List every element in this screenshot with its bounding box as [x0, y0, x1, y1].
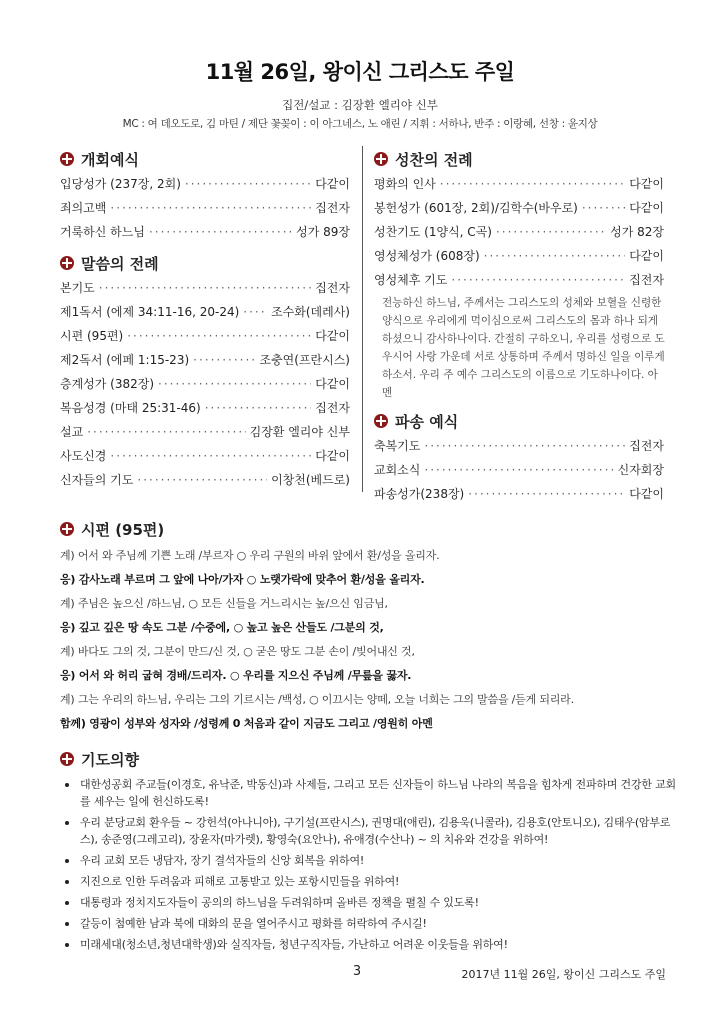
psalm-line: 함께) 영광이 성부와 성자와 /성령께 0 처음과 같이 지금도 그리고 /영원히 아멘 [60, 717, 433, 730]
order-row [60, 196, 350, 220]
psalm-line: 응) 감사노래 부르며 그 앞에 나아/가자 ○ 노랫가락에 맞추어 환/성을 올리자. [60, 573, 425, 586]
order-row [60, 444, 350, 468]
order-label: 복음성경 (마태 25:31-46) [60, 401, 201, 415]
footer [0, 964, 720, 984]
intention-item: 대한성공회 주교들(이경호, 유낙준, 박동신)과 사제들, 그리고 모든 신자들이 하느님 나라의 복음을 힘차게 전파하며 건강한 교회를 세우는 일에 헌신하도록! [60, 776, 680, 810]
footer-text: 2017년 11월 26일, 왕이신 그리스도 주일 [461, 968, 666, 981]
section-title: 파송 예식 [395, 412, 459, 431]
order-value: 성가 82장 [610, 225, 664, 239]
order-row [374, 244, 664, 268]
dot-leader [582, 196, 625, 220]
staff-line: MC : 여 데오도로, 김 마틴 / 제단 꽃꽂이 : 이 아그네스, 노 애린 / 지휘 : 서하나, 반주 : 이랑혜, 선창 : 윤지상 [122, 118, 598, 130]
order-value: 집전자 [315, 401, 350, 415]
order-label: 성찬기도 (1양식, C곡) [374, 225, 492, 239]
order-value: 다같이 [315, 329, 350, 343]
order-value: 다같이 [629, 487, 664, 501]
left-column [60, 146, 350, 492]
intention-item: 우리 교회 모든 냉담자, 장기 결석자들의 신앙 회복을 위하여! [60, 852, 680, 869]
order-value: 집전자 [629, 439, 664, 453]
order-label: 층계성가 (382장) [60, 377, 155, 391]
section-title: 개회예식 [81, 150, 139, 169]
psalm-line: 응) 어서 와 허리 굽혀 경배/드리자. ○ 우리를 지으신 주님께 /무릎을 꿇자. [60, 669, 412, 682]
section-eucharist [374, 146, 664, 402]
cross-circle-icon [374, 414, 388, 428]
section-title: 말씀의 전례 [81, 254, 159, 273]
order-row [60, 468, 350, 492]
order-row [60, 372, 350, 396]
order-label: 시편 (95편) [60, 329, 124, 343]
intention-item: 갈등이 첨예한 남과 북에 대화의 문을 열어주시고 평화를 허락하여 주시길! [60, 915, 680, 932]
dot-leader [149, 220, 292, 244]
psalm-line: 계) 주님은 높으신 /하느님, ○ 모든 신들을 거느리시는 높/으신 임금님, [60, 597, 388, 610]
order-value: 조충연(프란시스) [259, 353, 350, 367]
order-row [60, 300, 350, 324]
intention-item: 미래세대(청소년,청년대학생)와 실직자들, 청년구직자들, 가난하고 어려운 이웃들을 위하여! [60, 936, 680, 953]
order-value: 이창천(베드로) [271, 473, 350, 487]
order-label: 본기도 [60, 281, 95, 295]
order-label: 영성체성가 (608장) [374, 249, 480, 263]
order-row [60, 396, 350, 420]
order-row [60, 324, 350, 348]
cross-circle-icon [60, 522, 74, 536]
order-label: 입당성가 (237장, 2회) [60, 177, 181, 191]
right-column [374, 146, 664, 506]
order-row [374, 268, 664, 292]
order-value: 집전자 [629, 273, 664, 287]
dot-leader [424, 434, 625, 458]
dot-leader [484, 244, 626, 268]
order-row [374, 172, 664, 196]
cross-circle-icon [60, 752, 74, 766]
order-label: 죄의고백 [60, 201, 107, 215]
order-label: 제1독서 (에제 34:11-16, 20-24) [60, 305, 240, 319]
order-row [374, 434, 664, 458]
order-value: 다같이 [629, 201, 664, 215]
order-label: 제2독서 (에페 1:15-23) [60, 353, 190, 367]
intention-item: 우리 분당교회 환우들 ~ 강헌석(아나니아), 구기설(프란시스), 권명대(애린), 김용욱(니콜라), 김용호(안토니오), 김태우(암부로스), 송준영(그레고리), 장윤자(마가렛), 황영숙(요안나), 유애경(수산나) ~ 의 치유와 건강을 위하여! [60, 814, 680, 848]
dot-leader [87, 420, 245, 444]
psalm-line: 계) 어서 와 주님께 기쁜 노래 /부르자 ○ 우리 구원의 바위 앞에서 환/성을 올리자. [60, 549, 440, 562]
section-opening [60, 146, 350, 244]
dot-leader [243, 300, 267, 324]
order-label: 봉헌성가 (601장, 2회)/김학수(바우로) [374, 201, 578, 215]
section-dismissal [374, 408, 664, 506]
order-value: 다같이 [315, 177, 350, 191]
order-value: 성가 89장 [296, 225, 350, 239]
dot-leader [99, 276, 311, 300]
intention-item: 지진으로 인한 두려움과 피해로 고통받고 있는 포항시민들을 위하여! [60, 873, 680, 890]
cross-circle-icon [374, 152, 388, 166]
dot-leader [496, 220, 606, 244]
psalm-line: 계) 그는 우리의 하느님, 우리는 그의 기르시는 /백성, ○ 이끄시는 양떼, 오늘 너희는 그의 말씀을 /듣게 되리라. [60, 693, 574, 706]
psalm-line: 응) 깊고 깊은 땅 속도 그분 /수중에, ○ 높고 높은 산들도 /그분의 것, [60, 621, 384, 634]
intention-item: 대통령과 정치지도자들이 공의의 하느님을 두려워하며 올바른 정책을 펼칠 수 있도록! [60, 894, 680, 911]
order-row [60, 276, 350, 300]
section-title: 성찬의 전례 [395, 150, 473, 169]
dot-leader [193, 348, 255, 372]
psalm-line: 계) 바다도 그의 것, 그분이 만드/신 것, ○ 굳은 땅도 그분 손이 /빚어내신 것, [60, 645, 415, 658]
order-row [60, 172, 350, 196]
intentions-list [60, 776, 680, 953]
order-value: 집전자 [315, 281, 350, 295]
order-row [60, 348, 350, 372]
order-row [60, 220, 350, 244]
order-row [374, 482, 664, 506]
order-label: 영성체후 기도 [374, 273, 448, 287]
order-label: 파송성가(238장) [374, 487, 465, 501]
dot-leader [158, 372, 311, 396]
order-label: 교회소식 [374, 463, 421, 477]
page-number: 3 [352, 964, 362, 979]
officiant-line: 집전/설교 : 김장환 엘리야 신부 [282, 98, 438, 112]
order-label: 설교 [60, 425, 84, 439]
order-value: 다같이 [315, 449, 350, 463]
order-value: 다같이 [629, 177, 664, 191]
order-label: 신자들의 기도 [60, 473, 134, 487]
psalm-section [60, 516, 680, 736]
cross-circle-icon [60, 152, 74, 166]
order-value: 다같이 [315, 377, 350, 391]
order-row [374, 196, 664, 220]
dot-leader [137, 468, 267, 492]
order-value: 다같이 [629, 249, 664, 263]
intentions-section [60, 746, 680, 957]
section-word [60, 250, 350, 492]
order-row [374, 220, 664, 244]
dot-leader [127, 324, 311, 348]
dot-leader [424, 458, 613, 482]
page-title: 11월 26일, 왕이신 그리스도 주일 [205, 60, 515, 84]
dot-leader [205, 396, 311, 420]
dot-leader [110, 444, 311, 468]
order-value: 집전자 [315, 201, 350, 215]
section-title: 기도의향 [81, 750, 139, 769]
order-label: 사도신경 [60, 449, 107, 463]
order-label: 평화의 인사 [374, 177, 436, 191]
order-value: 신자회장 [617, 463, 664, 477]
column-divider [362, 146, 363, 492]
dot-leader [451, 268, 625, 292]
dot-leader [110, 196, 311, 220]
cross-circle-icon [60, 256, 74, 270]
dot-leader [185, 172, 311, 196]
order-value: 김장환 엘리야 신부 [249, 425, 350, 439]
order-row [374, 458, 664, 482]
dot-leader [468, 482, 625, 506]
order-row [60, 420, 350, 444]
dot-leader [440, 172, 625, 196]
order-label: 거룩하신 하느님 [60, 225, 145, 239]
post-communion-prayer: 전능하신 하느님, 주께서는 그리스도의 성체와 보혈을 신령한 양식으로 우리에게 먹이심으로써 그리스도의 몸과 하나 되게 하셨으니 감사하나이다. 간절히 구하오니, 우리를 성령으로 도우시어 사랑 가운데 서로 상통하며 주께서 명하신 일을 이루게 하소서. 우리 주 예수 그리스도의 이름으로 기도하나이다. 아멘 [382, 297, 665, 399]
order-value: 조수화(데레사) [271, 305, 350, 319]
order-label: 축복기도 [374, 439, 421, 453]
section-title: 시편 (95편) [81, 520, 165, 539]
